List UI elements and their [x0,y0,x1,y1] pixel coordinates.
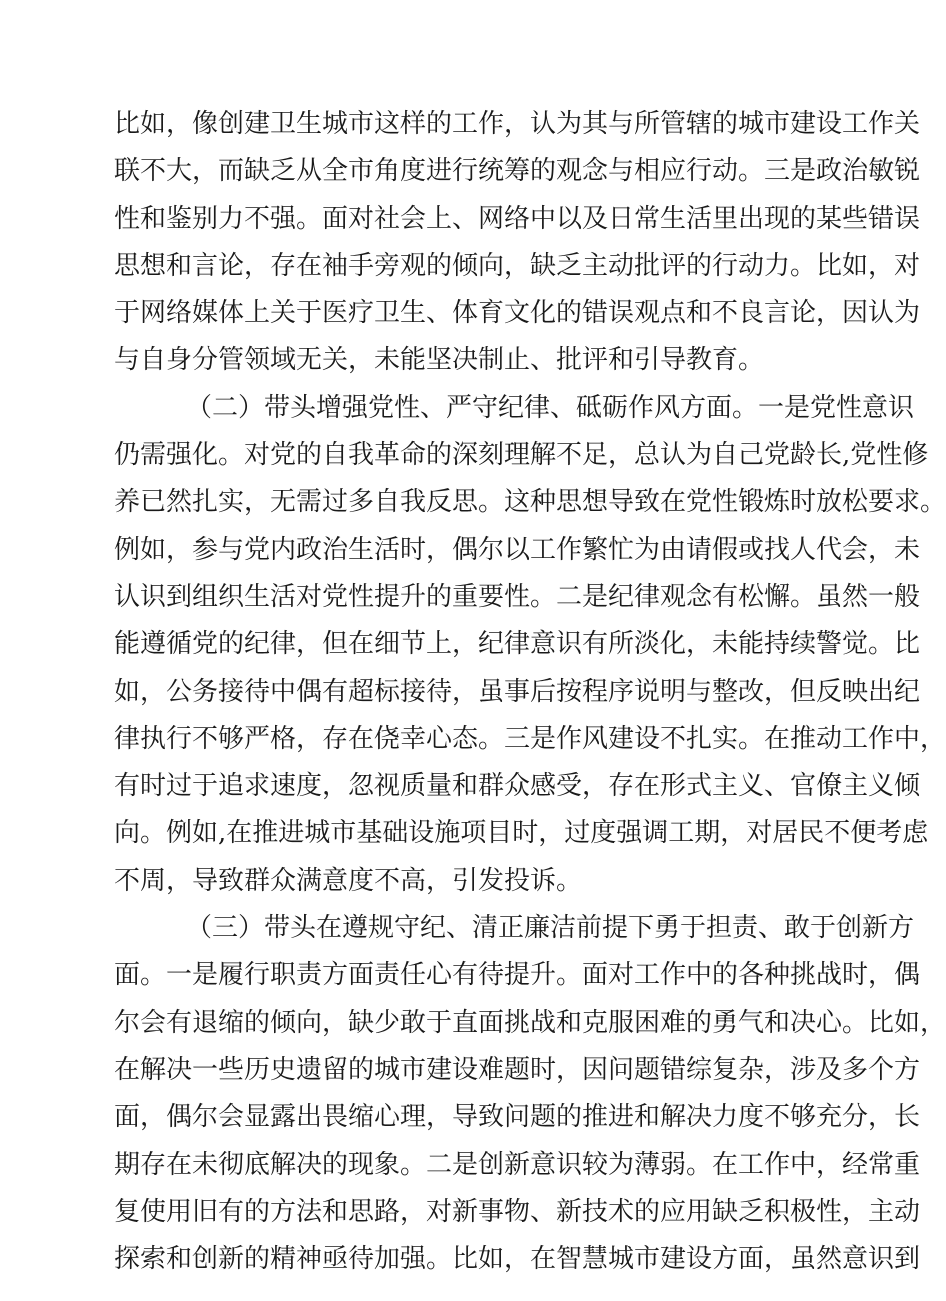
text-line: 例如，参与党内政治生活时，偶尔以工作繁忙为由请假或找人代会，未 [114,534,921,565]
text-line: 养已然扎实，无需过多自我反思。这种思想导致在党性锻炼时放松要求。 [114,487,946,518]
text-line: 比如，像创建卫生城市这样的工作，认为其与所管辖的城市建设工作关 [114,109,921,139]
text-line: 不周，导致群众满意度不高，引发投诉。 [114,865,583,896]
text-line: 于网络媒体上关于医疗卫生、体育文化的错误观点和不良言论，因认为 [114,298,921,329]
text-line: 在解决一些历史遗留的城市建设难题时，因问题错综复杂，涉及多个方 [114,1054,921,1085]
paragraph [114,905,946,1283]
text-line: 性和鉴别力不强。面对社会上、网络中以及日常生活里出现的某些错误 [114,203,921,234]
text-line: 能遵循党的纪律，但在细节上，纪律意识有所淡化，未能持续警觉。比 [114,629,921,660]
text-line: 律执行不够严格，存在侥幸心态。三是作风建设不扎实。在推动工作中， [114,723,946,754]
text-line: 仍需强化。对党的自我革命的深刻理解不足，总认为自己党龄长,党性修 [114,440,929,471]
document-body [114,101,946,1283]
text-line: 如，公务接待中偶有超标接待，虽事后按程序说明与整改，但反映出纪 [114,676,921,707]
text-line: 与自身分管领域无关，未能坚决制止、批评和引导教育。 [114,345,765,376]
text-line: 复使用旧有的方法和思路，对新事物、新技术的应用缺乏积极性，主动 [114,1196,921,1227]
text-line: 有时过于追求速度，忽视质量和群众感受，存在形式主义、官僚主义倾 [114,771,921,802]
text-line: 面。一是履行职责方面责任心有待提升。面对工作中的各种挑战时，偶 [114,960,921,991]
paragraph [114,101,921,385]
text-line: 尔会有退缩的倾向，缺少敢于直面挑战和克服困难的勇气和决心。比如， [114,1007,946,1038]
text-line: （二）带头增强党性、严守纪律、砥砺作风方面。一是党性意识 [186,392,915,423]
text-line: 认识到组织生活对党性提升的重要性。二是纪律观念有松懈。虽然一般 [114,581,921,612]
text-line: 期存在未彻底解决的现象。二是创新意识较为薄弱。在工作中，经常重 [114,1149,921,1180]
text-line: （三）带头在遵规守纪、清正廉洁前提下勇于担责、敢于创新方 [186,913,915,944]
text-line: 思想和言论，存在袖手旁观的倾向，缺乏主动批评的行动力。比如，对 [114,250,921,281]
text-line: 联不大，而缺乏从全市角度进行统筹的观念与相应行动。三是政治敏锐 [114,156,921,187]
paragraph [114,385,946,905]
text-line: 面，偶尔会显露出畏缩心理，导致问题的推进和解决力度不够充分，长 [114,1102,921,1133]
text-line: 向。例如,在推进城市基础设施项目时，过度强调工期，对居民不便考虑 [114,818,929,849]
text-line: 探索和创新的精神亟待加强。比如，在智慧城市建设方面，虽然意识到 [114,1244,921,1275]
